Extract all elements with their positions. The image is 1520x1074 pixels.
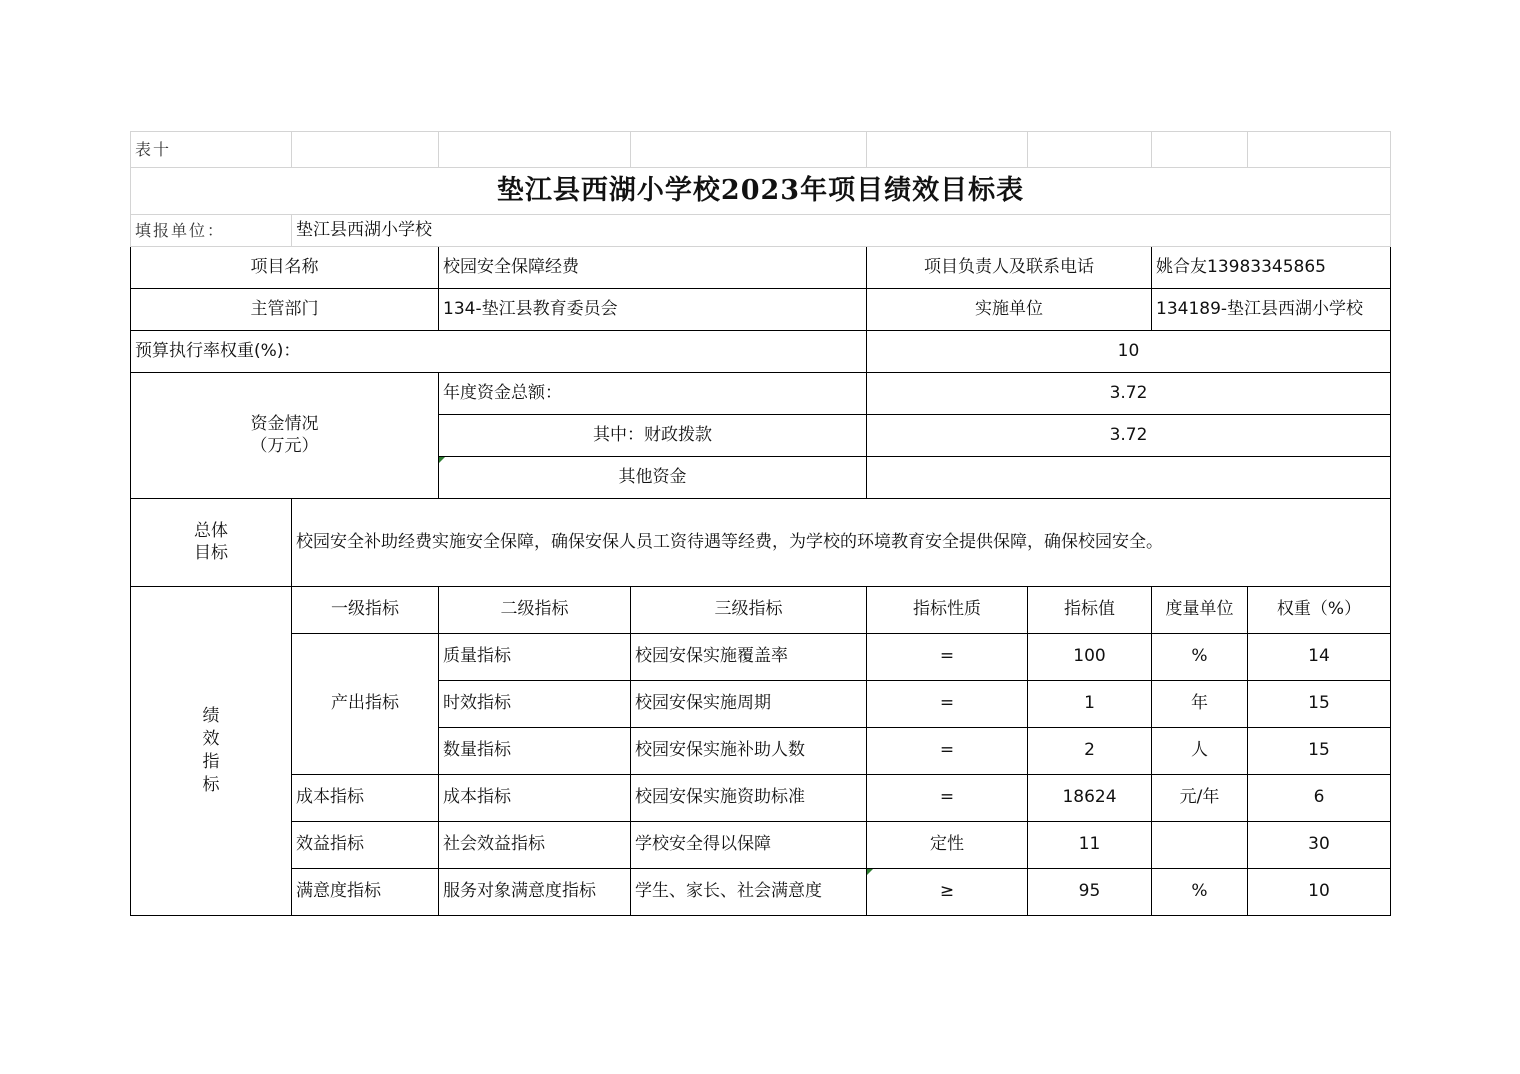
nature-cell: = — [867, 634, 1028, 681]
weight-cell: 15 — [1248, 681, 1391, 728]
table-row — [131, 822, 1391, 869]
value-cell: 95 — [1028, 869, 1152, 916]
goal-label — [131, 499, 292, 587]
dept-value: 134-垫江县教育委员会 — [439, 289, 867, 331]
budget-weight-label: 预算执行率权重(%)： — [131, 331, 867, 373]
value-cell: 11 — [1028, 822, 1152, 869]
level3-cell: 校园安保实施补助人数 — [631, 728, 867, 775]
level2-cell: 成本指标 — [439, 775, 631, 822]
nature-cell: ≥ — [867, 869, 1028, 916]
weight-cell: 14 — [1248, 634, 1391, 681]
funds-label-line2: （万元） — [250, 435, 319, 456]
unit-cell: 年 — [1152, 681, 1248, 728]
header-unit: 度量单位 — [1152, 587, 1248, 634]
indicators-section-label — [131, 587, 292, 916]
total-funds-value: 3.72 — [867, 373, 1391, 415]
value-cell: 100 — [1028, 634, 1152, 681]
indicators-section-text: 绩效指标 — [202, 706, 220, 795]
goal-text: 校园安全补助经费实施安全保障，确保安保人员工资待遇等经费，为学校的环境教育安全提供保障，确保校园安全。 — [292, 499, 1391, 587]
header-level2: 二级指标 — [439, 587, 631, 634]
other-funds-label: 其他资金 — [439, 457, 867, 499]
level2-cell: 质量指标 — [439, 634, 631, 681]
contact-value: 姚合友13983345865 — [1152, 247, 1391, 289]
impl-label: 实施单位 — [867, 289, 1152, 331]
level3-cell: 学校安全得以保障 — [631, 822, 867, 869]
filler-value: 垫江县西湖小学校 — [292, 215, 1391, 247]
project-name-label: 项目名称 — [131, 247, 439, 289]
nature-cell: = — [867, 775, 1028, 822]
unit-cell — [1152, 822, 1248, 869]
unit-cell: % — [1152, 869, 1248, 916]
performance-target-sheet — [130, 131, 1390, 916]
value-cell: 2 — [1028, 728, 1152, 775]
sheet-label: 表十 — [131, 132, 292, 168]
header-level1: 一级指标 — [292, 587, 439, 634]
level3-cell: 校园安保实施资助标准 — [631, 775, 867, 822]
project-name-value: 校园安全保障经费 — [439, 247, 867, 289]
level2-cell: 服务对象满意度指标 — [439, 869, 631, 916]
table-row — [131, 775, 1391, 822]
level2-cell: 数量指标 — [439, 728, 631, 775]
budget-weight-value: 10 — [867, 331, 1391, 373]
weight-cell: 30 — [1248, 822, 1391, 869]
unit-cell: 人 — [1152, 728, 1248, 775]
dept-label: 主管部门 — [131, 289, 439, 331]
other-funds-value — [867, 457, 1391, 499]
funds-label — [131, 373, 439, 499]
level3-cell: 校园安保实施覆盖率 — [631, 634, 867, 681]
funds-label-line1: 资金情况 — [250, 414, 319, 435]
fiscal-funds-label: 其中：财政拨款 — [439, 415, 867, 457]
value-cell: 1 — [1028, 681, 1152, 728]
level3-cell: 学生、家长、社会满意度 — [631, 869, 867, 916]
total-funds-label: 年度资金总额： — [439, 373, 867, 415]
impl-value: 134189-垫江县西湖小学校 — [1152, 289, 1391, 331]
nature-cell: 定性 — [867, 822, 1028, 869]
weight-cell: 10 — [1248, 869, 1391, 916]
level1-cell: 效益指标 — [292, 822, 439, 869]
level1-cell: 产出指标 — [292, 634, 439, 775]
page-title: 垫江县西湖小学校2023年项目绩效目标表 — [131, 168, 1391, 215]
table-row — [131, 869, 1391, 916]
level1-cell: 成本指标 — [292, 775, 439, 822]
value-cell: 18624 — [1028, 775, 1152, 822]
header-nature: 指标性质 — [867, 587, 1028, 634]
performance-table — [130, 131, 1391, 916]
level2-cell: 时效指标 — [439, 681, 631, 728]
level1-cell: 满意度指标 — [292, 869, 439, 916]
filler-label: 填报单位： — [131, 215, 292, 247]
weight-cell: 6 — [1248, 775, 1391, 822]
goal-label-line2: 目标 — [194, 542, 228, 563]
fiscal-funds-value: 3.72 — [867, 415, 1391, 457]
table-row — [131, 634, 1391, 681]
nature-cell: = — [867, 681, 1028, 728]
contact-label: 项目负责人及联系电话 — [867, 247, 1152, 289]
header-weight: 权重（%） — [1248, 587, 1391, 634]
weight-cell: 15 — [1248, 728, 1391, 775]
header-level3: 三级指标 — [631, 587, 867, 634]
unit-cell: 元/年 — [1152, 775, 1248, 822]
unit-cell: % — [1152, 634, 1248, 681]
goal-label-line1: 总体 — [194, 521, 228, 542]
level2-cell: 社会效益指标 — [439, 822, 631, 869]
nature-cell: = — [867, 728, 1028, 775]
level3-cell: 校园安保实施周期 — [631, 681, 867, 728]
header-value: 指标值 — [1028, 587, 1152, 634]
